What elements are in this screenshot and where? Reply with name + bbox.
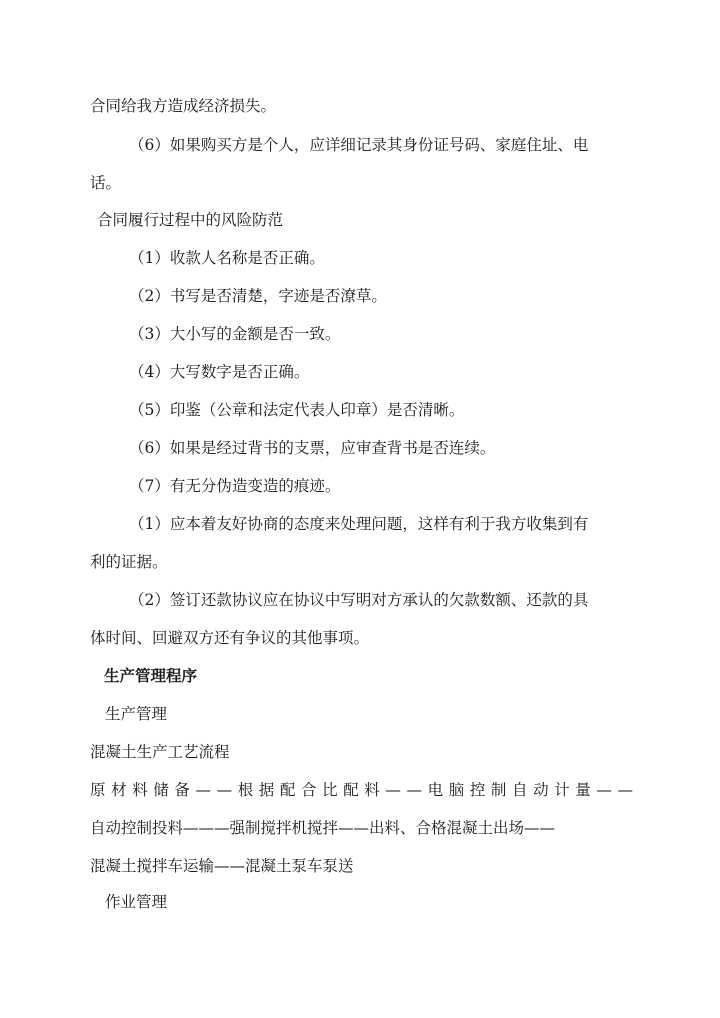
- list-item: （2）签订还款协议应在协议中写明对方承认的欠款数额、还款的具: [129, 591, 589, 609]
- list-item: （3）大小写的金额是否一致。: [129, 325, 341, 343]
- list-item: （6）如果是经过背书的支票，应审查背书是否连续。: [129, 439, 496, 457]
- paragraph-line: 体时间、回避双方还有争议的其他事项。: [90, 629, 370, 647]
- list-item: （4）大写数字是否正确。: [129, 363, 310, 381]
- list-item: （1）应本着友好协商的态度来处理问题，这样有利于我方收集到有: [129, 515, 589, 533]
- flow-line: 自动控制投料———强制搅拌机搅拌——出料、合格混凝土出场——: [90, 819, 556, 837]
- subsection-heading: 作业管理: [105, 893, 168, 911]
- list-item: （1）收款人名称是否正确。: [129, 249, 325, 267]
- subsection-heading: 混凝土生产工艺流程: [90, 743, 230, 761]
- subsection-heading: 生产管理: [105, 705, 168, 723]
- section-heading-bold: 生产管理程序: [104, 666, 198, 685]
- list-item: （7）有无分伪造变造的痕迹。: [129, 477, 341, 495]
- flow-line: [90, 780, 639, 800]
- list-item: （2）书写是否清楚，字迹是否潦草。: [129, 287, 387, 305]
- paragraph-line: （6）如果购买方是个人，应详细记录其身份证号码、家庭住址、电: [129, 136, 589, 154]
- flow-line-text: 原材料储备——根据配合比配料——电脑控制自动计量——: [90, 781, 639, 799]
- section-heading: 合同履行过程中的风险防范: [97, 211, 284, 229]
- list-item: （5）印鉴（公章和法定代表人印章）是否清晰。: [129, 401, 465, 419]
- paragraph-line: 话。: [90, 174, 122, 192]
- flow-line: 混凝土搅拌车运输——混凝土泵车泵送: [90, 857, 354, 875]
- paragraph-line: 合同给我方造成经济损失。: [90, 97, 277, 115]
- paragraph-line: 利的证据。: [90, 553, 168, 571]
